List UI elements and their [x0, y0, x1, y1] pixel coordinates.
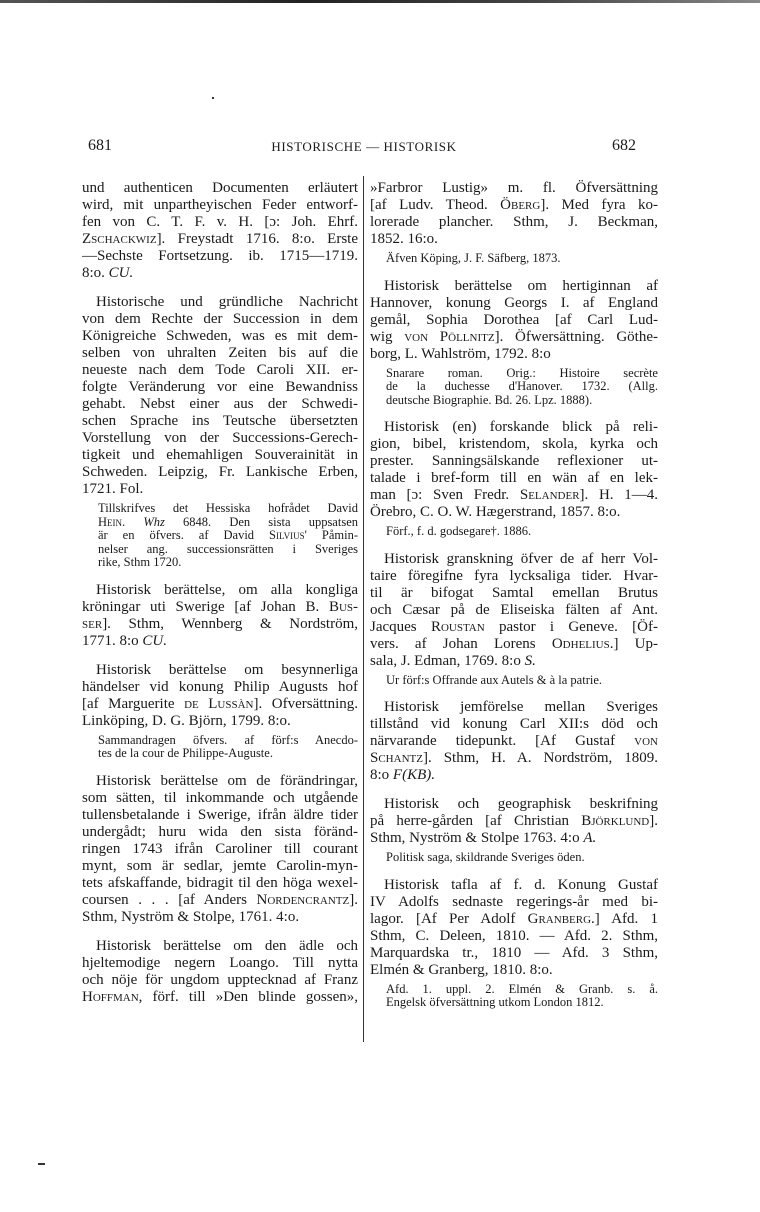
text-line	[370, 312, 658, 329]
text-line	[82, 616, 358, 633]
text-segment: Historisk berättelse om hertiginnan af	[384, 277, 658, 294]
text-line	[370, 653, 658, 670]
text-segment: tets afskaffande, bidragit til den höga wexel-	[82, 874, 358, 891]
entry-text	[82, 938, 358, 1006]
text-line	[370, 945, 658, 962]
text-segment: ' Påmin-	[304, 528, 358, 542]
text-segment: gion, bibel, kristendom, skola, kyrka och	[370, 436, 658, 452]
text-segment: taire föregifne fyra lycksaliga tider. Hvar-	[370, 567, 658, 584]
small-caps-name: von Pöllnitz	[404, 328, 495, 345]
text-segment: tes de la cour de Philippe-Auguste.	[98, 746, 273, 760]
text-segment: Hannover, konung Georgs I. af England	[370, 294, 658, 311]
text-line	[370, 877, 658, 894]
entry-note	[386, 367, 658, 408]
entry-text	[370, 180, 658, 248]
text-segment: ]. Öfwersättning. Göthe-	[494, 328, 658, 345]
text-line	[82, 972, 358, 989]
text-line	[98, 502, 358, 516]
bibliography-entry	[82, 582, 358, 650]
text-segment: Örebro, C. O. W. Hægerstrand, 1857. 8:o.	[370, 504, 621, 520]
text-line	[98, 529, 358, 543]
text-segment: prester. Sanningsälskande reflexioner ut-	[370, 453, 658, 469]
small-caps-name: Silvius	[269, 528, 305, 542]
text-segment: Sthm, Nyström & Stolpe, 1761. 4:o.	[82, 908, 300, 925]
bibliography-entry	[370, 278, 658, 408]
text-segment: talade i bref-form till en wän af en lek-	[370, 470, 658, 486]
text-line	[82, 892, 358, 909]
text-line	[82, 938, 358, 955]
text-line	[98, 734, 358, 748]
text-line	[82, 345, 358, 362]
text-line	[370, 796, 658, 813]
text-line	[82, 413, 358, 430]
bibliography-entry	[370, 796, 658, 865]
small-caps-name: Zschackwiz	[82, 231, 157, 247]
text-line	[82, 197, 358, 214]
text-segment: gemål, Sophia Dorothea [af Carl Lud-	[370, 311, 658, 328]
entry-text	[370, 699, 658, 784]
text-segment: ]. Med fyra ko-	[540, 197, 659, 213]
text-line	[82, 328, 358, 345]
text-line	[386, 996, 658, 1010]
text-line	[82, 248, 358, 265]
text-segment: Historisk tafla af f. d. Konung Gustaf	[384, 876, 658, 893]
text-segment: tigkeit und ehemahligen Souverainität in	[82, 447, 358, 463]
text-line	[370, 180, 658, 197]
text-segment: Historische und gründliche Nachricht	[96, 294, 358, 310]
column-divider	[363, 176, 364, 1042]
small-caps-name: Björklund	[581, 813, 650, 829]
small-caps-name: Nordencrantz	[256, 891, 350, 908]
small-caps-name: de Lussàn	[184, 695, 254, 712]
text-line	[82, 481, 358, 498]
text-segment: ].	[649, 813, 658, 829]
text-segment: [af Ludv. Theod.	[370, 197, 501, 213]
text-segment: Snarare roman. Orig.: Histoire secrète	[386, 365, 658, 380]
text-line	[82, 679, 358, 696]
text-segment: Förf., f. d. godsegare†. 1886.	[386, 524, 532, 538]
text-segment: neueste nach dem Tode Caroli XII. er-	[82, 362, 358, 378]
text-segment: »Farbror Lustig» m. fl. Öfversättning	[370, 180, 658, 196]
text-segment: Historisk och geographisk beskrifning	[384, 796, 658, 812]
text-segment: är en öfvers. af David	[98, 528, 270, 542]
text-segment: 8:o.	[82, 265, 109, 281]
text-line	[370, 504, 658, 521]
bibliography-entry	[82, 662, 358, 761]
text-segment: —Sechste Fortsetzung. ib. 1715—1719.	[82, 248, 358, 264]
text-segment: ].	[349, 891, 358, 908]
text-line	[370, 585, 658, 602]
text-line	[82, 841, 358, 858]
text-segment: hjeltemodige negern Loango. Till nytta	[82, 954, 358, 971]
text-line	[370, 602, 658, 619]
entry-text	[370, 419, 658, 521]
entry-text	[82, 662, 358, 730]
text-line	[82, 807, 358, 824]
small-caps-name: Hoffman,	[82, 988, 143, 1005]
text-segment: Politisk saga, skildrande Sveriges öden.	[386, 850, 585, 864]
text-line	[370, 453, 658, 470]
text-line	[82, 875, 358, 892]
text-segment: pastor i Geneve. [Öf-	[484, 618, 658, 635]
small-caps-name: Granberg.	[527, 910, 595, 927]
text-line	[98, 556, 358, 570]
text-segment: på herre-gården [af Christian	[370, 813, 582, 829]
text-segment: rike, Sthm 1720.	[98, 555, 182, 569]
text-segment: Ur förf:s Offrande aux Autels & à la patrie.	[386, 672, 603, 687]
text-segment: och nöje för ungdom upptecknad af Franz	[82, 971, 358, 988]
page-number-right: 682	[612, 137, 636, 154]
scan-speck	[38, 1163, 45, 1165]
text-line	[386, 367, 658, 381]
text-line	[82, 790, 358, 807]
entry-note	[386, 851, 658, 865]
text-segment: wig	[370, 328, 405, 345]
text-line	[82, 858, 358, 875]
text-line	[82, 662, 358, 679]
text-segment: Elmén & Granberg, 1810. 8:o.	[370, 961, 553, 978]
entry-text	[370, 551, 658, 670]
entry-text	[82, 294, 358, 498]
text-segment: de la duchesse d'Hanover. 1732. (Allg.	[386, 379, 658, 393]
text-segment: Linköping, D. G. Björn, 1799. 8:o.	[82, 712, 291, 729]
text-line	[370, 487, 658, 504]
entry-note	[98, 502, 358, 570]
text-line	[82, 180, 358, 197]
small-caps-name: Schantz	[370, 750, 423, 766]
text-segment: Schweden. Leipzig, Fr. Lankische Erben,	[82, 464, 358, 480]
text-segment: Sthm, Nyström & Stolpe 1763. 4:o	[370, 830, 584, 846]
text-line	[98, 543, 358, 557]
text-line	[370, 813, 658, 830]
text-segment: närvarande tidepunkt. [Af Gustaf	[370, 733, 635, 749]
text-segment: Jacques	[370, 618, 431, 635]
entry-note	[98, 734, 358, 761]
text-line	[82, 909, 358, 926]
text-segment: och Cæsar på de Eliseiska fälten af Ant.	[370, 601, 658, 618]
text-segment: Marquardska tr., 1810 — Afd. 3 Sthm,	[370, 944, 658, 961]
text-line	[386, 851, 658, 865]
italic-text: CU.	[142, 632, 168, 649]
text-line	[370, 214, 658, 231]
text-segment: Historisk jemförelse mellan Sveriges	[384, 699, 658, 715]
text-segment: som sätten, til inkommande och utgående	[82, 789, 358, 806]
text-line	[82, 713, 358, 730]
text-line	[370, 419, 658, 436]
text-segment: 8:o	[370, 767, 393, 783]
left-column	[82, 180, 358, 1018]
small-caps-name: Bus-	[328, 598, 358, 615]
text-segment: Historisk berättelse, om alla kongliga	[96, 581, 358, 598]
entry-note	[386, 983, 658, 1010]
text-segment: lagor. [Af Per Adolf	[370, 910, 528, 927]
scan-top-edge	[0, 0, 760, 3]
entry-text	[370, 877, 658, 979]
small-caps-name: Selander	[519, 487, 580, 503]
text-line	[82, 214, 358, 231]
bibliography-entry	[82, 180, 358, 282]
text-line	[82, 430, 358, 447]
text-segment: selben von uhralten Zeiten bis auf die	[82, 345, 358, 361]
text-line	[370, 568, 658, 585]
small-caps-name: von	[634, 733, 658, 749]
text-line	[98, 516, 358, 530]
text-segment: mynt, som är sedlar, jemte Carolin-myn-	[82, 857, 358, 874]
text-segment: Historisk berättelse om besynnerliga	[96, 661, 358, 678]
text-segment: [af Marguerite	[82, 695, 185, 712]
text-line	[370, 733, 658, 750]
text-line	[370, 436, 658, 453]
text-line	[370, 767, 658, 784]
text-segment: 1721. Fol.	[82, 481, 144, 497]
bibliography-entry	[82, 773, 358, 926]
text-segment: IV Adolfs sednaste regerings-år med bi-	[370, 893, 658, 910]
text-segment: Historisk berättelse om de förändringar,	[96, 772, 358, 789]
text-line	[370, 699, 658, 716]
text-segment: Vorstellung von der Successions-Gerech-	[82, 430, 358, 446]
text-line	[370, 329, 658, 346]
text-line	[82, 265, 358, 282]
text-segment: Äfven Köping, J. F. Säfberg, 1873.	[386, 251, 561, 265]
text-line	[386, 252, 658, 266]
bibliography-entry	[370, 699, 658, 784]
text-line	[370, 346, 658, 363]
text-line	[82, 396, 358, 413]
right-column	[370, 180, 658, 1022]
text-line	[82, 379, 358, 396]
text-line	[82, 582, 358, 599]
text-line	[82, 464, 358, 481]
text-line	[82, 989, 358, 1006]
text-segment: Königreiche Schweden, was es mit dem-	[82, 328, 358, 344]
text-line	[82, 447, 358, 464]
text-line	[370, 750, 658, 767]
text-line	[82, 599, 358, 616]
text-segment: ]. Freystadt 1716. 8:o. Erste	[156, 231, 358, 247]
text-segment: deutsche Biographie. Bd. 26. Lpz. 1888).	[386, 392, 593, 407]
text-line	[370, 619, 658, 636]
text-line	[386, 380, 658, 394]
text-line	[82, 294, 358, 311]
text-segment: til är bifogat Samtal emellan Brutus	[370, 584, 658, 601]
text-segment: nelser ang. successionsrätten i Sveriges	[98, 541, 358, 556]
entry-text	[370, 278, 658, 363]
text-line	[370, 295, 658, 312]
text-segment: Engelsk öfversättning utkom London 1812.	[386, 995, 604, 1009]
text-segment: ringen 1743 ifrån Caroliner till courant	[82, 840, 358, 857]
text-line	[370, 962, 658, 979]
text-line	[370, 716, 658, 733]
entry-note	[386, 252, 658, 266]
text-segment: undergådt; huru wida den sista föränd-	[82, 823, 358, 840]
entry-text	[82, 773, 358, 926]
text-segment: 1771. 8:o	[82, 632, 143, 649]
text-segment: man [ɔ: Sven Fredr.	[370, 487, 520, 503]
text-segment: borg, L. Wahlström, 1792. 8:o	[370, 345, 551, 362]
text-segment: Sthm, C. Deleen, 1810. — Afd. 2. Sthm,	[370, 927, 658, 944]
entry-note	[386, 674, 658, 688]
running-head: HISTORISCHE — HISTORISK	[271, 139, 457, 154]
text-segment	[125, 515, 143, 529]
text-segment: lorerade plancher. Sthm, J. Beckman,	[370, 214, 658, 230]
small-caps-name: Hein.	[98, 514, 126, 529]
text-line	[370, 470, 658, 487]
page-number-left: 681	[88, 137, 112, 154]
text-line	[370, 830, 658, 847]
italic-text: S.	[524, 652, 536, 669]
text-segment: wird, mit unpartheyischen Feder entworf-	[82, 197, 358, 213]
scan-speck	[212, 97, 214, 99]
text-segment: vers. af Johan Lorens	[370, 635, 552, 652]
bibliography-entry	[370, 551, 658, 688]
text-line	[82, 824, 358, 841]
text-line	[370, 928, 658, 945]
text-segment: coursen . . . [af Anders	[82, 891, 257, 908]
text-segment: 1852. 16:o.	[370, 231, 438, 247]
text-line	[98, 747, 358, 761]
text-segment: Tillskrifves det Hessiska hofrådet David	[98, 501, 358, 515]
text-segment: ] Afd. 1	[594, 910, 658, 927]
small-caps-name: Odhelius.	[551, 635, 614, 652]
text-line	[370, 197, 658, 214]
small-caps-name: ser	[82, 615, 103, 632]
entry-text	[82, 180, 358, 282]
text-line	[82, 231, 358, 248]
text-segment: sala, J. Edman, 1769. 8:o	[370, 652, 525, 669]
bibliography-entry	[370, 180, 658, 266]
bibliography-entry	[370, 419, 658, 539]
text-segment: tullensbetalande i Swerige, ifrån äldre tider	[82, 806, 358, 823]
text-segment: händelser vid konung Philip Augusts hof	[82, 678, 358, 695]
text-segment: ] Up-	[613, 635, 659, 652]
text-line	[82, 362, 358, 379]
text-line	[386, 525, 658, 539]
text-line	[386, 674, 658, 688]
text-line	[370, 551, 658, 568]
entry-text	[82, 582, 358, 650]
text-segment: kröningar uti Swerige [af Johan B.	[82, 598, 329, 615]
text-line	[370, 231, 658, 248]
text-line	[386, 983, 658, 997]
text-segment: folgte Veränderung vor eine Bewandniss	[82, 379, 358, 395]
text-segment: förf. till »Den blinde gossen»,	[142, 988, 358, 1005]
bibliography-entry	[82, 938, 358, 1006]
text-line	[82, 311, 358, 328]
text-line	[370, 911, 658, 928]
italic-text: F(KB).	[392, 767, 435, 783]
small-caps-name: Öberg	[500, 197, 541, 213]
italic-text: A.	[583, 830, 597, 846]
text-segment: ]. Sthm, Wennberg & Nordström,	[102, 615, 358, 632]
text-line	[82, 773, 358, 790]
text-line	[82, 696, 358, 713]
italic-text: CU.	[108, 265, 134, 281]
bibliography-entry	[82, 294, 358, 570]
text-line	[82, 955, 358, 972]
text-segment: 6848. Den sista uppsatsen	[164, 514, 358, 529]
text-segment: Historisk (en) forskande blick på reli-	[384, 419, 658, 435]
text-segment: Afd. 1. uppl. 2. Elmén & Granb. s. å.	[386, 981, 658, 996]
text-line	[370, 894, 658, 911]
text-line	[370, 278, 658, 295]
text-segment: Historisk granskning öfver de af herr Vol-	[384, 550, 658, 567]
text-line	[370, 636, 658, 653]
text-segment: ]. Ofversättning.	[253, 695, 358, 712]
text-segment: Sammandragen öfvers. af förf:s Anecdo-	[98, 732, 358, 747]
entry-text	[370, 796, 658, 847]
text-line	[386, 394, 658, 408]
bibliography-entry	[370, 877, 658, 1010]
text-segment: ]. Sthm, H. A. Nordström, 1809.	[422, 750, 658, 766]
text-segment: fen von C. T. F. v. H. [ɔ: Joh. Ehrf.	[82, 214, 358, 230]
text-segment: schen Sprache ins Teutsche übersetzten	[82, 413, 358, 429]
text-segment: von dem Rechte der Succession in dem	[82, 311, 358, 327]
italic-text: Whz	[143, 514, 165, 529]
small-caps-name: Roustan	[430, 618, 485, 635]
entry-note	[386, 525, 658, 539]
text-segment: Historisk berättelse om den ädle och	[96, 937, 358, 954]
text-segment: ]. H. 1—4.	[579, 487, 659, 503]
text-line	[82, 633, 358, 650]
text-segment: tillstånd vid konung Carl XII:s död och	[370, 716, 658, 732]
text-segment: und authenticen Documenten erläutert	[82, 180, 358, 196]
text-segment: gehabt. Nebst einer aus der Schwedi-	[82, 396, 358, 412]
